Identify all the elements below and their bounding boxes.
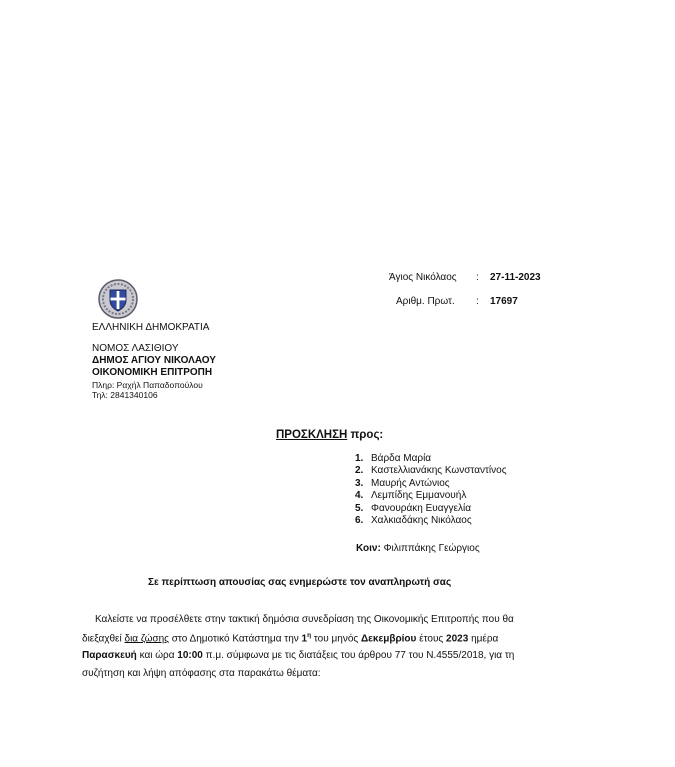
cc-line: [356, 543, 480, 554]
contact-person: Πληρ: Ραχήλ Παπαδοπούλου: [92, 380, 203, 390]
recipients-list: [355, 453, 507, 527]
invitation-suffix: προς:: [347, 429, 384, 441]
greek-emblem-icon: [97, 278, 139, 320]
body-line-2: διεξαχθεί δια ζώσης στο Δημοτικό Κατάστημα την $1^\eta$ του μηνός Δεκεμβρίου έτους 2023 ημέρα: [82, 632, 499, 645]
prefecture-name: ΝΟΜΟΣ ΛΑΣΙΘΙΟΥ: [92, 343, 179, 354]
invitation-title: ΠΡΟΣΚΛΗΣΗ: [276, 429, 348, 441]
republic-name: ΕΛΛΗΝΙΚΗ ΔΗΜΟΚΡΑΤΙΑ: [92, 322, 210, 333]
list-item: 6. Χαλκιαδάκης Νικόλαος: [355, 514, 472, 526]
protocol-number: 17697: [490, 296, 518, 307]
cc-name: Φιλιππάκης Γεώργιος: [383, 543, 480, 554]
list-item: 5. Φανουράκη Ευαγγελία: [355, 502, 471, 514]
body-line-3: Παρασκευή και ώρα 10:00 π.μ. σύμφωνα με τις διατάξεις του άρθρου 77 του Ν.4555/2018, για τη: [82, 650, 515, 661]
list-item: 4. Λεμπίδης Εμμανουήλ: [355, 490, 467, 502]
list-item: 2. Καστελλιανάκης Κωνσταντίνος: [355, 465, 507, 477]
list-item: 1. Βάρδα Μαρία: [355, 453, 432, 464]
protocol-label: Αριθμ. Πρωτ.: [396, 296, 455, 307]
body-line-4: συζήτηση και λήψη απόφασης στα παρακάτω θέματα:: [82, 668, 321, 679]
protocol-colon: :: [476, 296, 479, 307]
committee-name: ΟΙΚΟΝΟΜΙΚΗ ΕΠΙΤΡΟΠΗ: [92, 367, 213, 378]
body-line-1: Καλείστε να προσέλθετε στην τακτική δημόσια συνεδρίαση της Οικονομικής Επιτροπής που θα: [95, 614, 514, 625]
list-item: 3. Μαυρής Αντώνιος: [355, 477, 450, 489]
place-colon: :: [476, 272, 479, 283]
invitation-heading: [276, 429, 383, 441]
substitute-notice: Σε περίπτωση απουσίας σας ενημερώστε τον αναπληρωτή σας: [148, 577, 452, 588]
municipality-name: ΔΗΜΟΣ ΑΓΙΟΥ ΝΙΚΟΛΑΟΥ: [92, 355, 216, 366]
cc-label: Κοιν:: [356, 543, 381, 554]
place-label: Άγιος Νικόλαος: [389, 272, 457, 283]
document-date: 27-11-2023: [490, 272, 541, 283]
contact-phone: Τηλ: 2841340106: [92, 390, 158, 400]
